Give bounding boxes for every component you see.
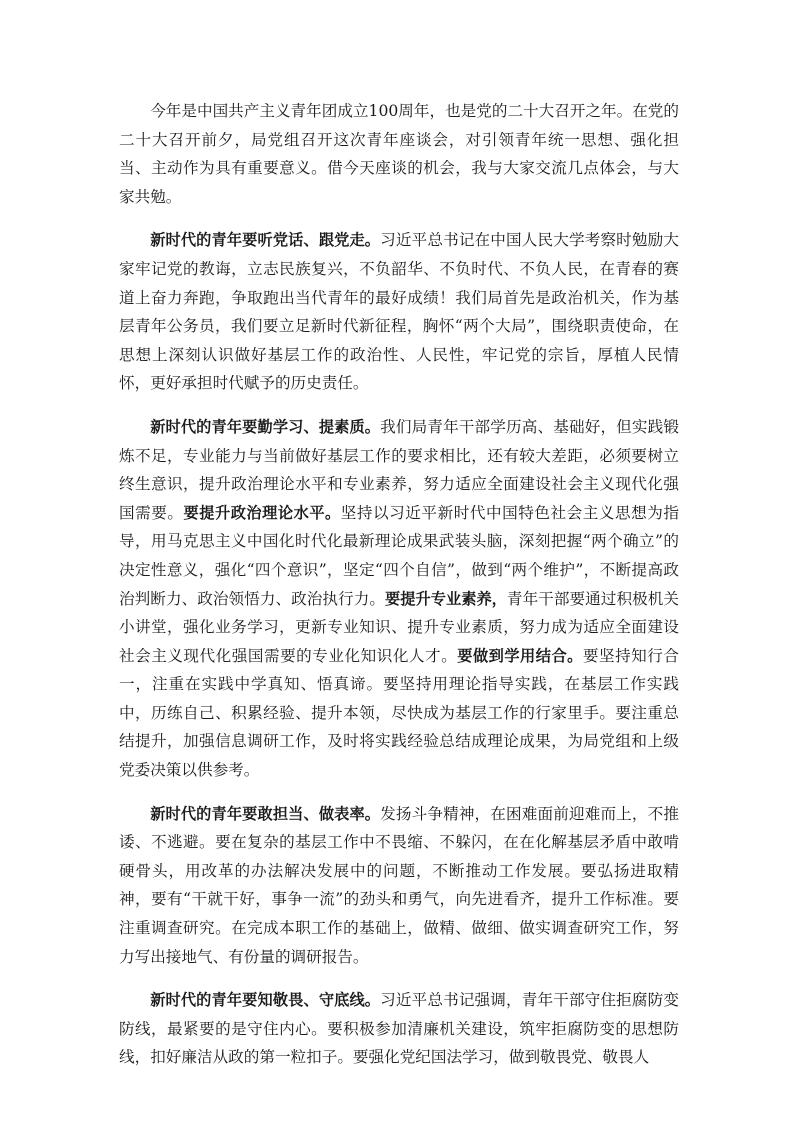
paragraph-text: 习近平总书记强调，青年干部守住拒腐防变防线，最紧要的是守住内心。要积极参加清廉机关建设，筑牢拒腐防变的思想防线，扣好廉洁从政的第一粒扣子。要强化党纪国法学习，做到敬畏党、敬畏人: [119, 991, 679, 1067]
paragraph-study: [119, 413, 679, 785]
subheading: 要提升政治理论水平。: [183, 503, 341, 522]
section-heading: 新时代的青年要知敬畏、守底线。: [150, 991, 381, 1010]
paragraph-take-responsibility: [119, 800, 679, 972]
paragraph-text: 要坚持知行合一，注重在实践中学真知、悟真谛。要坚持用理论指导实践，在基层工作实践中，历练自己、积累经验、提升本领，尽快成为基层工作的行家里手。要注重总结提升，加强信息调研工作，及时将实践经验总结成理论成果，为局党组和上级党委决策以供参考。: [119, 646, 679, 780]
section-heading: 新时代的青年要勤学习、提素质。: [150, 417, 381, 436]
paragraph-bottom-line: [119, 986, 679, 1072]
section-heading: 新时代的青年要敢担当、做表率。: [150, 804, 381, 823]
paragraph-text: 我们局青年干部学历高、基础好，但实践锻炼不足，专业能力与当前做好基层工作的要求相比，还有较大差距，必须要树立终生意识，提升政治理论水平和专业素养，努力适应全面建设社会主义现代化强国需要。: [119, 417, 679, 522]
section-heading: 新时代的青年要听党话、跟党走。: [150, 231, 381, 250]
paragraph-listen-to-party: [119, 226, 679, 398]
paragraph-text: 发扬斗争精神，在困难面前迎难而上，不推诿、不逃避。要在复杂的基层工作中不畏缩、不躲闪，在在化解基层矛盾中敢啃硬骨头，用改革的办法解决发展中的问题，不断推动工作发展。要弘扬进取精神，要有“干就干好，事争一流”的劲头和勇气，向先进看齐，提升工作标准。要注重调查研究。在完成本职工作的基础上，做精、做细、做实调查研究工作，努力写出接地气、有份量的调研报告。: [119, 804, 679, 966]
paragraph-text: 坚持以习近平新时代中国特色社会主义思想为指导，用马克思主义中国化时代化最新理论成果武装头脑，深刻把握“两个确立”的决定性意义，强化“四个意识”，坚定“四个自信”，做到“两个维护”，不断提高政治判断力、政治领悟力、政治执行力。: [119, 503, 679, 608]
document-page: [119, 97, 679, 1087]
subheading: 要提升专业素养，: [385, 589, 507, 608]
paragraph-text: 青年干部要通过积极机关小讲堂，强化业务学习，更新专业知识、提升专业素质，努力成为适应全面建设社会主义现代化强国需要的专业化知识化人才。: [119, 589, 679, 665]
paragraph-intro: [119, 97, 679, 211]
paragraph-text: 习近平总书记在中国人民大学考察时勉励大家牢记党的教诲，立志民族复兴，不负韶华、不负时代、不负人民，在青春的赛道上奋力奔跑，争取跑出当代青年的最好成绩！我们局首先是政治机关，作为基层青年公务员，我们要立足新时代新征程，胸怀“两个大局”，围绕职责使命，在思想上深刻认识做好基层工作的政治性、人民性，牢记党的宗旨，厚植人民情怀，更好承担时代赋予的历史责任。: [119, 231, 679, 393]
subheading: 要做到学用结合。: [457, 646, 583, 665]
paragraph-text: 今年是中国共产主义青年团成立100周年，也是党的二十大召开之年。在党的二十大召开前夕，局党组召开这次青年座谈会，对引领青年统一思想、强化担当、主动作为具有重要意义。借今天座谈的机会，我与大家交流几点体会，与大家共勉。: [119, 102, 679, 206]
